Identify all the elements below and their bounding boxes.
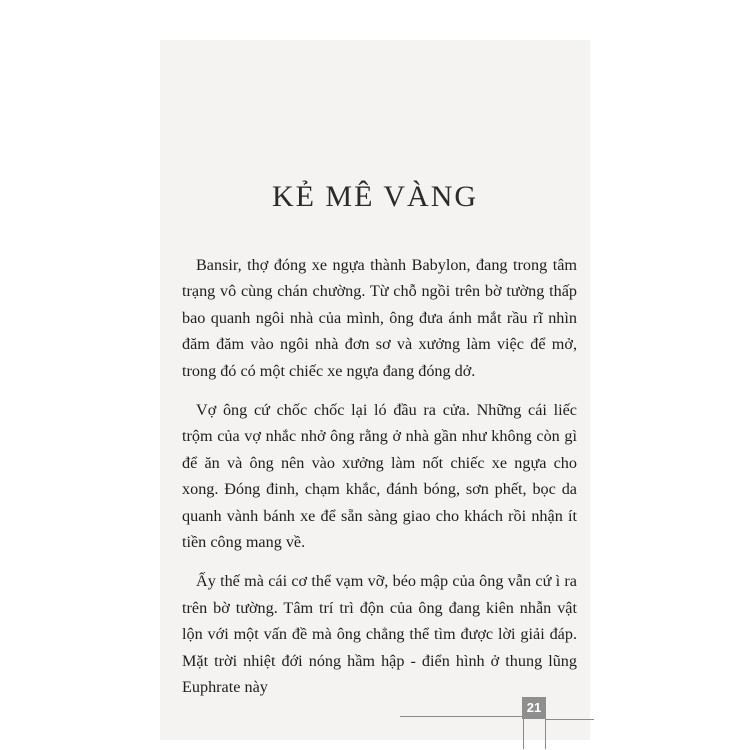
paragraph-1: Bansir, thợ đóng xe ngựa thành Babylon, đang trong tâm trạng vô cùng chán chường. Từ chỗ ngồi trên bờ tường thấp bao quanh ngôi nhà của mình, ông đưa ánh mắt rầu rĩ nhìn đăm đăm vào ngôi nhà đơn sơ và xưởng làm việc để mở, trong đó có một chiếc xe ngựa đang đóng dở. [182,256,577,380]
paragraph-3: Ấy thế mà cái cơ thể vạm vỡ, béo mập của ông vẫn cứ ì ra trên bờ tường. Tâm trí trì độn của ông đang kiên nhẫn vật lộn với một vấn đề mà ông chẳng thể tìm được lời giải đáp. Mặt trời nhiệt đới nóng hầm hập - điển hình ở thung lũng Euphrate này [182,572,577,697]
footer-rule-left [400,716,522,717]
footer-rule-right [546,719,594,720]
body-text [182,252,577,714]
footer-rule-vertical-left [523,719,524,749]
footer-rule-vertical-right [545,719,546,749]
paragraph-2: Vợ ông cứ chốc chốc lại ló đầu ra cửa. Những cái liếc trộm của vợ nhắc nhở ông rằng ở nhà gần như không còn gì để ăn và ông nên vào xưởng làm nốt chiếc xe ngựa cho xong. Đóng đinh, chạm khắc, đánh bóng, sơn phết, bọc da quanh vành bánh xe để sẵn sàng giao cho khách rồi nhận ít tiền công mang về. [182,401,577,552]
page-number: 21 [522,697,546,719]
chapter-title: KẺ MÊ VÀNG [271,180,479,213]
